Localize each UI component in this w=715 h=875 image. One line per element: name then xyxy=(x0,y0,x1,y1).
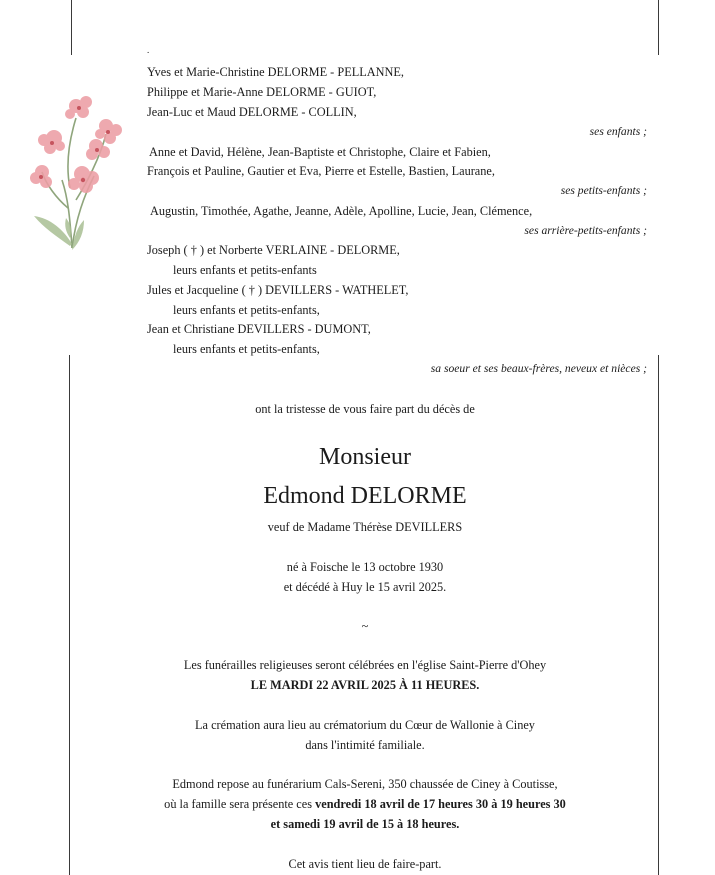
sibling-3-sub: leurs enfants et petits-enfants, xyxy=(173,342,320,356)
cremation-line-1: La crémation aura lieu au crématorium du Cœur de Wallonie à Ciney xyxy=(195,718,535,732)
birth-line: né à Foische le 13 octobre 1930 xyxy=(286,560,444,574)
siblings-label: sa soeur et ses beaux-frères, neveux et nièces ; xyxy=(430,362,647,375)
deceased-title: Monsieur xyxy=(319,444,411,470)
decorative-dot: . xyxy=(147,45,150,55)
rest-line-2-text: où la famille sera présente ces xyxy=(164,797,316,811)
funeral-line-1: Les funérailles religieuses seront célébrées en l'église Saint-Pierre d'Ohey xyxy=(183,658,547,672)
sibling-2-sub: leurs enfants et petits-enfants, xyxy=(173,303,320,317)
grandchildren-line-2: François et Pauline, Gautier et Eva, Pierre et Estelle, Bastien, Laurane, xyxy=(147,164,495,178)
children-label: ses enfants ; xyxy=(589,125,647,138)
funeral-line-2: LE MARDI 22 AVRIL 2025 À 11 HEURES. xyxy=(250,678,480,692)
top-right-rule xyxy=(658,0,659,55)
widower-line: veuf de Madame Thérèse DEVILLERS xyxy=(267,520,463,534)
top-left-rule xyxy=(71,0,72,55)
grandchildren-line-1: Anne et David, Hélène, Jean-Baptiste et Christophe, Claire et Fabien, xyxy=(149,145,491,159)
child-line-3: Jean-Luc et Maud DELORME - COLLIN, xyxy=(147,105,357,119)
sibling-1-name: Joseph ( † ) et Norberte VERLAINE - DELORME, xyxy=(147,243,400,257)
cremation-line-2: dans l'intimité familiale. xyxy=(305,738,425,752)
intro-text: ont la tristesse de vous faire part du décès de xyxy=(255,402,475,416)
cherry-blossom-illustration xyxy=(26,88,136,260)
separator-tilde: ~ xyxy=(361,619,369,633)
sibling-3-name: Jean et Christiane DEVILLERS - DUMONT, xyxy=(147,322,371,336)
rest-line-2-dates: vendredi 18 avril de 17 heures 30 à 19 heures 30 xyxy=(315,797,566,811)
sibling-1-sub: leurs enfants et petits-enfants xyxy=(173,263,317,277)
death-line: et décédé à Huy le 15 avril 2025. xyxy=(283,580,447,594)
sibling-2-name: Jules et Jacqueline ( † ) DEVILLERS - WATHELET, xyxy=(147,283,409,297)
deceased-name: Edmond DELORME xyxy=(263,483,467,509)
great-grandchildren-label: ses arrière-petits-enfants ; xyxy=(524,224,647,237)
grandchildren-label: ses petits-enfants ; xyxy=(560,184,647,197)
great-grandchildren-line: Augustin, Timothée, Agathe, Jeanne, Adèle, Apolline, Lucie, Jean, Clémence, xyxy=(150,204,533,218)
rest-line-3: et samedi 19 avril de 15 à 18 heures. xyxy=(270,817,460,831)
closing-line: Cet avis tient lieu de faire-part. xyxy=(288,857,442,871)
rest-line-2 xyxy=(0,797,715,811)
rest-line-1: Edmond repose au funérarium Cals-Sereni, 350 chaussée de Ciney à Coutisse, xyxy=(172,777,558,791)
child-line-1: Yves et Marie-Christine DELORME - PELLANNE, xyxy=(147,65,404,79)
child-line-2: Philippe et Marie-Anne DELORME - GUIOT, xyxy=(147,85,377,99)
